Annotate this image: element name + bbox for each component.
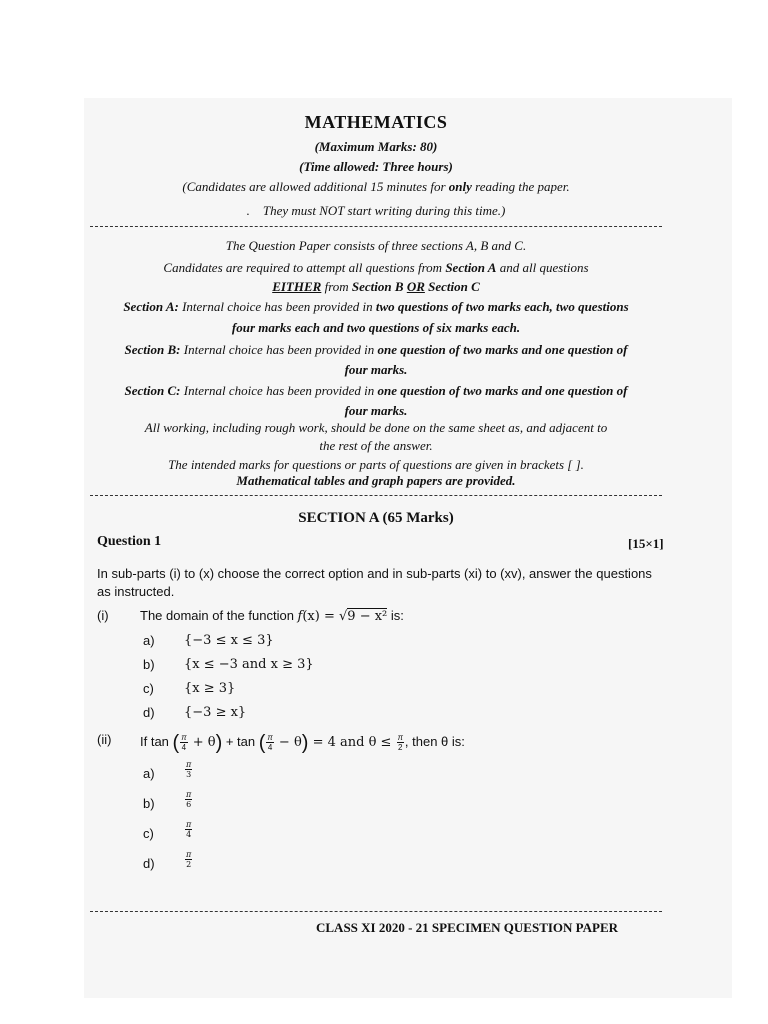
frac-num: π (186, 850, 192, 859)
pi-over-4 (266, 733, 273, 752)
option-letter: a) (143, 633, 155, 648)
subpart-i-end: is: (387, 608, 404, 623)
instr-section-c-line2: four marks. (344, 403, 408, 418)
frac-num: π (267, 733, 273, 743)
instr-attempt-pre: Candidates are required to attempt all questions from (163, 260, 446, 275)
time-allowed: (Time allowed: Three hours) (299, 159, 453, 174)
subpart-ii-question (140, 732, 465, 755)
equals-condition: = 4 and θ ≤ (308, 735, 396, 750)
pi-over-2 (397, 733, 404, 752)
section-b-label-2: Section B: (124, 342, 181, 357)
instr-working-line1: All working, including rough work, should be done on the same sheet as, and adjacent to (144, 420, 608, 435)
instr-attempt (90, 260, 662, 276)
reading-dot: . (246, 203, 250, 218)
subpart-i-question (140, 608, 404, 624)
question-1-label: Question 1 (97, 534, 162, 549)
sqrt-symbol: √ (339, 609, 348, 624)
if-tan: If tan (140, 734, 169, 749)
option-value (184, 820, 193, 839)
max-marks: (Maximum Marks: 80) (314, 139, 438, 154)
section-a-bold1: two questions of two marks each, two questions (375, 299, 629, 314)
instr-marks-brackets: The intended marks for questions or parts of questions are given in brackets [ ]. (168, 457, 584, 472)
left-paren: ( (172, 732, 180, 754)
instr-sections: The Question Paper consists of three sections A, B and C. (225, 238, 527, 253)
or-label: OR (406, 279, 425, 294)
frac-den: 2 (186, 860, 192, 869)
reading-post: reading the paper. (471, 179, 570, 194)
option-fraction (185, 850, 192, 869)
pi-over-4 (180, 733, 187, 752)
option-value: {x ≥ 3} (184, 681, 236, 696)
from-text: from (321, 279, 352, 294)
reading-time-line2 (90, 203, 662, 219)
instr-attempt-bold: Section A (445, 260, 497, 275)
subpart-i-number: (i) (97, 608, 109, 623)
question-1-instruction: In sub-parts (i) to (x) choose the correct option and in sub-parts (xi) to (xv), answer the questions as instructed. (97, 566, 652, 599)
divider-footer (90, 911, 662, 912)
instr-working-line2: the rest of the answer. (319, 438, 433, 453)
section-c-bold1: one question of two marks and one question of (377, 383, 628, 398)
instr-section-c-line1 (90, 383, 662, 399)
frac-num: π (186, 760, 192, 769)
instr-section-b-line2: four marks. (344, 362, 408, 377)
radicand: 9 − x² (347, 609, 388, 624)
option-letter: a) (143, 766, 155, 781)
reading-pre: (Candidates are allowed additional 15 minutes for (182, 179, 449, 194)
section-a-heading: SECTION A (65 Marks) (298, 510, 454, 526)
section-a-text: Internal choice has been provided in (178, 299, 376, 314)
section-b-text: Internal choice has been provided in (180, 342, 378, 357)
option-value (184, 790, 193, 809)
divider-middle (90, 495, 662, 496)
option-value (184, 760, 193, 779)
option-letter: c) (143, 681, 154, 696)
option-value: {x ≤ −3 and x ≥ 3} (184, 657, 314, 672)
frac-den: 4 (186, 830, 192, 839)
frac-num: π (181, 733, 187, 743)
function-arg: (x) = (302, 609, 339, 624)
instr-section-a-line1 (90, 299, 662, 315)
frac-den: 4 (267, 743, 273, 753)
option-fraction (185, 790, 192, 809)
option-fraction (185, 760, 192, 779)
instr-section-b-line1 (90, 342, 662, 358)
right-paren: ) (215, 732, 223, 754)
minus-theta: − θ (274, 735, 302, 750)
option-fraction (185, 820, 192, 839)
option-value: {−3 ≥ x} (184, 705, 247, 720)
option-letter: b) (143, 796, 155, 811)
footer-text: CLASS XI 2020 - 21 SPECIMEN QUESTION PAPER (316, 920, 619, 935)
option-letter: d) (143, 856, 155, 871)
reading-bold: only (448, 179, 472, 194)
frac-den: 2 (398, 743, 403, 753)
page-title: MATHEMATICS (304, 112, 448, 132)
subpart-ii-number: (ii) (97, 732, 112, 747)
question-1-marks: [15×1] (628, 536, 664, 551)
option-value (184, 850, 193, 869)
frac-den: 6 (186, 800, 192, 809)
left-paren: ( (258, 732, 266, 754)
subpart-i-text: The domain of the function (140, 608, 298, 623)
frac-den: 3 (186, 770, 192, 779)
plus-tan: + tan (222, 734, 256, 749)
right-paren: ) (301, 732, 309, 754)
reading-time-line1 (90, 179, 662, 195)
section-b-label: Section B (351, 279, 407, 294)
frac-num: π (186, 820, 192, 829)
section-c-label: Section C (424, 279, 480, 294)
section-c-text: Internal choice has been provided in (180, 383, 378, 398)
section-c-label-2: Section C: (124, 383, 181, 398)
option-value: {−3 ≤ x ≤ 3} (184, 633, 274, 648)
function-symbol: f (297, 609, 303, 624)
instr-section-a-line2: four marks each and two questions of six marks each. (231, 320, 521, 335)
section-a-label: Section A: (123, 299, 179, 314)
section-b-bold1: one question of two marks and one question of (377, 342, 628, 357)
option-letter: b) (143, 657, 155, 672)
instr-attempt-post: and all questions (496, 260, 589, 275)
option-letter: c) (143, 826, 154, 841)
instr-tables: Mathematical tables and graph papers are provided. (236, 473, 516, 488)
instr-either-or (90, 279, 662, 295)
reading-line2-text: They must NOT start writing during this time.) (262, 203, 506, 218)
divider-top (90, 226, 662, 227)
option-letter: d) (143, 705, 155, 720)
either-label: EITHER (272, 279, 322, 294)
frac-den: 4 (181, 743, 187, 753)
frac-num: π (186, 790, 192, 799)
frac-num: π (397, 733, 403, 743)
then-theta: , then θ is: (404, 734, 465, 749)
plus-theta: + θ (188, 735, 216, 750)
